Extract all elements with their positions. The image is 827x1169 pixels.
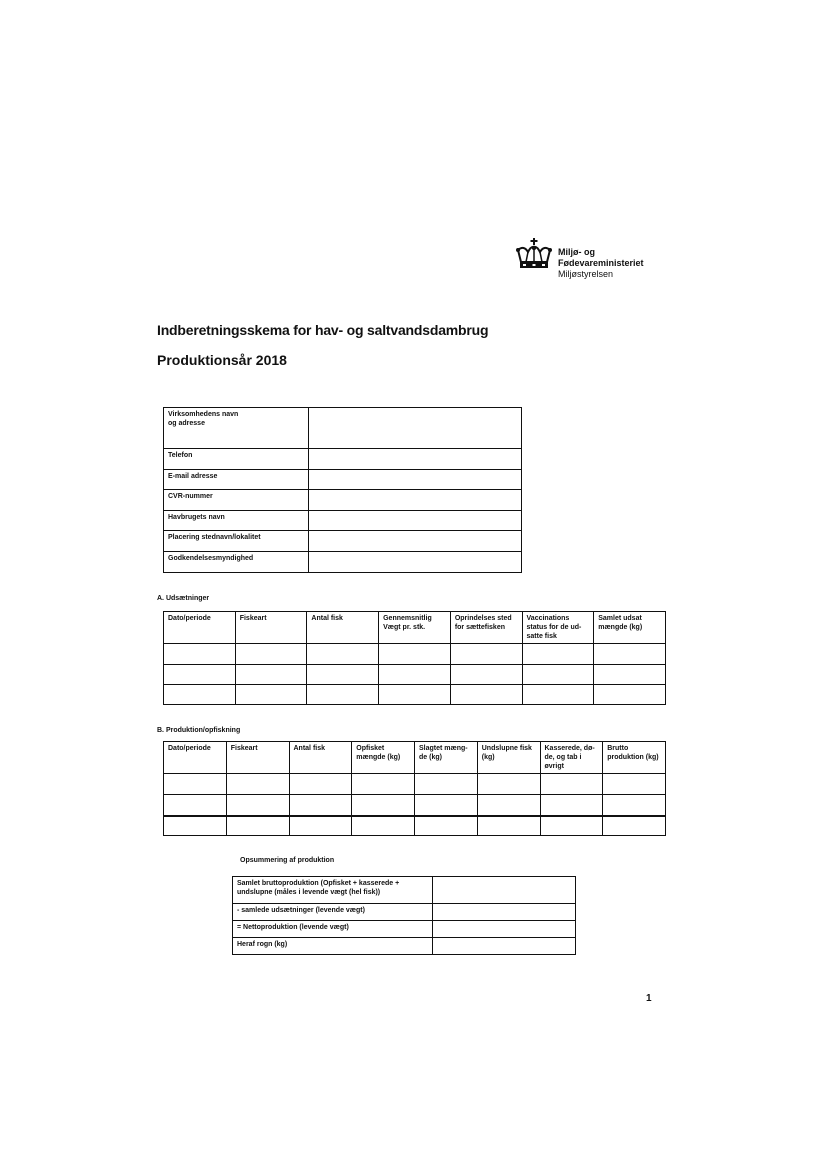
- input-cell[interactable]: [594, 644, 666, 665]
- table-row: [164, 531, 522, 552]
- input-cell[interactable]: [603, 774, 666, 795]
- table-row: [164, 665, 666, 685]
- table-row: [233, 877, 576, 904]
- table-row: [164, 470, 522, 490]
- input-cell[interactable]: [352, 816, 415, 836]
- table-row: [233, 921, 576, 938]
- input-cell[interactable]: [379, 685, 451, 705]
- document-title: Indberetningsskema for hav- og saltvandsdambrug: [157, 322, 489, 338]
- header-label: Samlet udsat mængde (kg): [598, 615, 643, 632]
- ministry-logo: [514, 238, 664, 286]
- farm-name-field[interactable]: [309, 511, 522, 531]
- header-label: Antal fisk: [311, 615, 343, 622]
- input-cell[interactable]: [477, 816, 540, 836]
- header-cell: [522, 612, 594, 644]
- input-cell[interactable]: [415, 795, 478, 816]
- section-a-title: A. Udsætninger: [157, 595, 210, 602]
- header-label: Gennemsnitlig Vægt pr. stk.: [383, 615, 432, 632]
- table-row: [164, 408, 522, 449]
- input-cell[interactable]: [289, 795, 352, 816]
- net-production-field[interactable]: [433, 921, 576, 938]
- input-cell[interactable]: [540, 816, 603, 836]
- info-label-cell: [164, 449, 309, 470]
- input-cell[interactable]: [164, 685, 236, 705]
- header-cell: [235, 612, 307, 644]
- input-cell[interactable]: [450, 685, 522, 705]
- input-cell[interactable]: [164, 665, 236, 685]
- production-table: [163, 741, 666, 836]
- summary-label: - samlede udsætninger (levende vægt): [237, 907, 365, 914]
- input-cell[interactable]: [379, 644, 451, 665]
- summary-label: = Nettoproduktion (levende vægt): [237, 924, 349, 931]
- info-label-cell: [164, 408, 309, 449]
- company-name-field[interactable]: [309, 408, 522, 449]
- input-cell[interactable]: [352, 795, 415, 816]
- input-cell[interactable]: [164, 774, 227, 795]
- input-cell[interactable]: [450, 665, 522, 685]
- input-cell[interactable]: [603, 816, 666, 836]
- summary-label: Heraf rogn (kg): [237, 941, 288, 948]
- info-label-cell: [164, 552, 309, 573]
- input-cell[interactable]: [379, 665, 451, 685]
- total-releases-field[interactable]: [433, 904, 576, 921]
- summary-title: Opsummering af produktion: [240, 857, 335, 864]
- table-row: [164, 449, 522, 470]
- info-label: Havbrugets navn: [168, 514, 225, 521]
- header-label: Kasserede, dø- de, og tab i øvrigt: [544, 745, 595, 771]
- header-label: Opfisket mængde (kg): [356, 745, 401, 762]
- company-info-table: [163, 407, 522, 573]
- summary-label-cell: [233, 877, 433, 904]
- input-cell[interactable]: [522, 644, 594, 665]
- info-label-cell: [164, 490, 309, 511]
- crown-icon: [514, 238, 554, 274]
- phone-field[interactable]: [309, 449, 522, 470]
- info-label: E-mail adresse: [168, 473, 218, 480]
- roe-field[interactable]: [433, 938, 576, 955]
- info-label: Godkendelsesmyndighed: [168, 555, 254, 562]
- cvr-field[interactable]: [309, 490, 522, 511]
- input-cell[interactable]: [235, 644, 307, 665]
- header-label: Oprindelses sted for sættefisken: [454, 615, 512, 632]
- header-label: Undslupne fisk (kg): [481, 745, 532, 762]
- logo-line-1: Miljø- og: [558, 247, 595, 257]
- input-cell[interactable]: [235, 665, 307, 685]
- table-row: [164, 685, 666, 705]
- summary-label-cell: [233, 938, 433, 955]
- header-cell: [226, 742, 289, 774]
- header-label: Vaccinations status for de ud- satte fisk: [526, 615, 582, 641]
- input-cell[interactable]: [164, 795, 227, 816]
- info-label-cell: [164, 470, 309, 490]
- header-cell: [164, 612, 236, 644]
- table-row: [164, 490, 522, 511]
- input-cell[interactable]: [289, 774, 352, 795]
- header-cell: [307, 612, 379, 644]
- input-cell[interactable]: [522, 685, 594, 705]
- header-label: Fiskeart: [239, 615, 267, 622]
- table-row: [164, 511, 522, 531]
- summary-label-cell: [233, 904, 433, 921]
- input-cell[interactable]: [307, 685, 379, 705]
- input-cell[interactable]: [477, 795, 540, 816]
- page-number: 1: [646, 993, 652, 1004]
- header-label: Dato/periode: [168, 745, 211, 752]
- logo-line-2: Fødevareministeriet: [558, 258, 644, 268]
- header-label: Brutto produktion (kg): [607, 745, 659, 762]
- input-cell[interactable]: [522, 665, 594, 685]
- input-cell[interactable]: [307, 665, 379, 685]
- table-row: [164, 552, 522, 573]
- section-b-title: B. Produktion/opfiskning: [157, 727, 241, 734]
- input-cell[interactable]: [352, 774, 415, 795]
- info-label: CVR-nummer: [168, 493, 213, 500]
- releases-table: [163, 611, 666, 705]
- authority-field[interactable]: [309, 552, 522, 573]
- input-cell[interactable]: [415, 816, 478, 836]
- header-label: Slagtet mæng- de (kg): [419, 745, 468, 762]
- input-cell[interactable]: [603, 795, 666, 816]
- gross-production-field[interactable]: [433, 877, 576, 904]
- header-cell: [594, 612, 666, 644]
- table-header-row: [164, 612, 666, 644]
- input-cell[interactable]: [307, 644, 379, 665]
- input-cell[interactable]: [164, 816, 227, 836]
- table-row: [164, 795, 666, 816]
- summary-label-cell: [233, 921, 433, 938]
- logo-line-3: Miljøstyrelsen: [558, 269, 614, 279]
- document-subtitle: Produktionsår 2018: [157, 352, 287, 368]
- input-cell[interactable]: [594, 665, 666, 685]
- header-cell: [352, 742, 415, 774]
- header-label: Antal fisk: [293, 745, 326, 752]
- summary-table: [232, 876, 576, 955]
- header-cell: [450, 612, 522, 644]
- input-cell[interactable]: [164, 644, 236, 665]
- table-row: [233, 938, 576, 955]
- header-label: Fiskeart: [230, 745, 258, 752]
- header-label: Dato/periode: [168, 615, 211, 622]
- location-field[interactable]: [309, 531, 522, 552]
- input-cell[interactable]: [450, 644, 522, 665]
- info-label: Virksomhedens navn og adresse: [168, 411, 239, 428]
- input-cell[interactable]: [226, 816, 289, 836]
- table-header-row: [164, 742, 666, 774]
- info-label: Placering stednavn/lokalitet: [168, 534, 261, 541]
- input-cell[interactable]: [594, 685, 666, 705]
- info-label-cell: [164, 531, 309, 552]
- table-row: [164, 774, 666, 795]
- info-label-cell: [164, 511, 309, 531]
- input-cell[interactable]: [477, 774, 540, 795]
- table-row: [233, 904, 576, 921]
- input-cell[interactable]: [235, 685, 307, 705]
- input-cell[interactable]: [226, 795, 289, 816]
- info-label: Telefon: [168, 452, 193, 459]
- header-cell: [289, 742, 352, 774]
- header-cell: [477, 742, 540, 774]
- input-cell[interactable]: [226, 774, 289, 795]
- input-cell[interactable]: [415, 774, 478, 795]
- table-row: [164, 816, 666, 836]
- input-cell[interactable]: [289, 816, 352, 836]
- header-cell: [164, 742, 227, 774]
- header-cell: [540, 742, 603, 774]
- input-cell[interactable]: [540, 795, 603, 816]
- header-cell: [379, 612, 451, 644]
- input-cell[interactable]: [540, 774, 603, 795]
- header-cell: [603, 742, 666, 774]
- summary-label: Samlet bruttoproduktion (Opfisket + kasserede + undslupne (måles i levende vægt (hel fisk)): [237, 880, 400, 897]
- table-row: [164, 644, 666, 665]
- header-cell: [415, 742, 478, 774]
- email-field[interactable]: [309, 470, 522, 490]
